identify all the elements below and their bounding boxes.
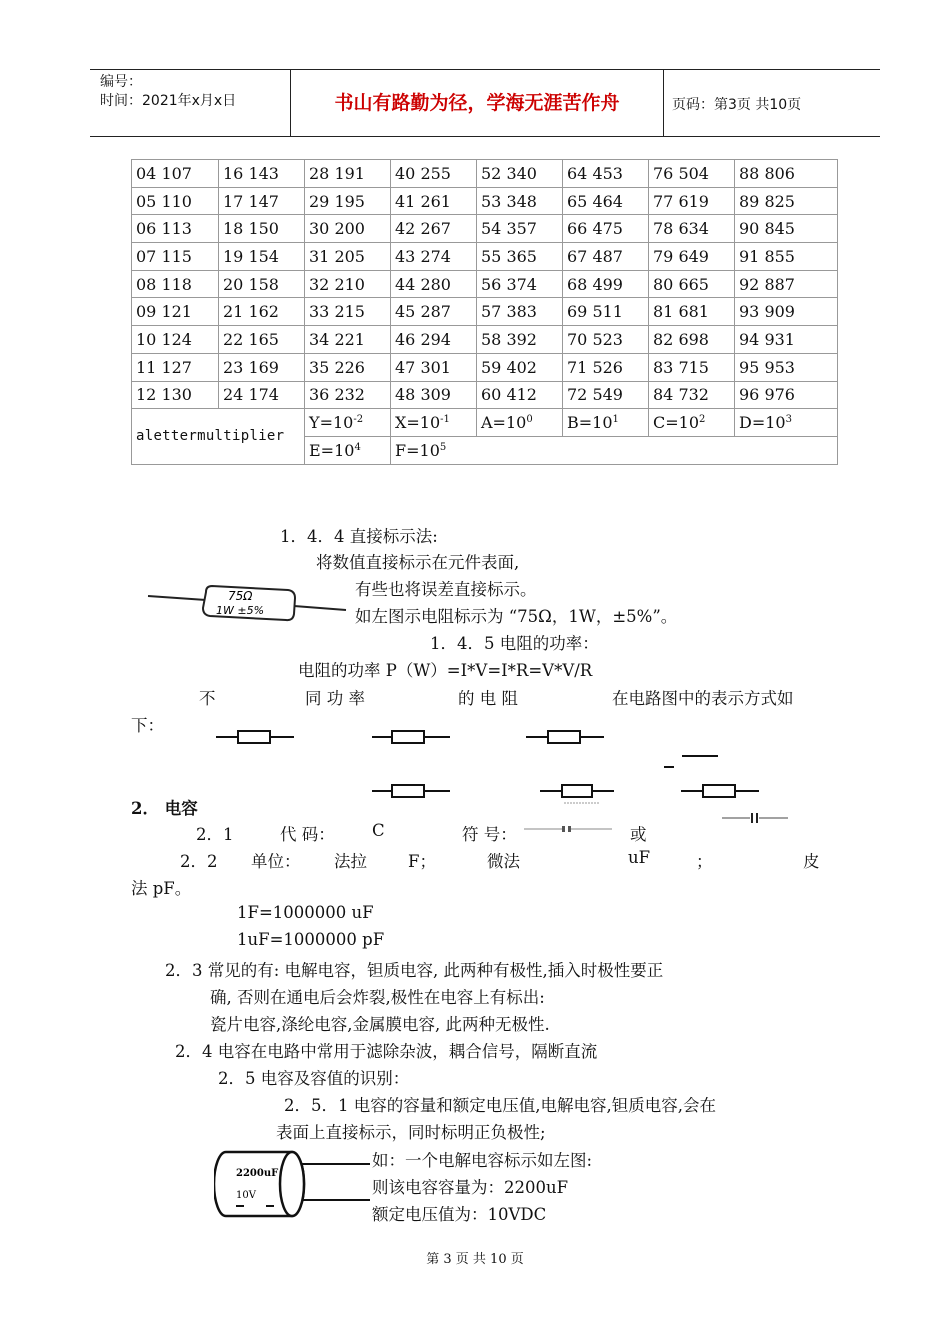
- s22-cont: 法 pF。: [131, 879, 192, 898]
- multiplier-cell: $C=10^2$: [649, 409, 735, 437]
- polarized-capacitor-symbol-icon: [722, 811, 788, 825]
- resistor-symbol-icon: [526, 727, 604, 747]
- s21-symbol-label: 符 号：: [462, 825, 517, 844]
- code-cell: 35 226: [305, 353, 391, 381]
- code-cell: 54 357: [477, 215, 563, 243]
- capacitor-capacity-marking: 2200uF: [236, 1168, 279, 1179]
- page-footer: 第 3 页 共 10 页: [426, 1252, 524, 1267]
- resistor-marking-value: 75Ω: [228, 589, 253, 603]
- multiplier-cell: $X=10^{-1}$: [391, 409, 477, 437]
- code-cell: 40 255: [391, 160, 477, 188]
- code-cell: 29 195: [305, 187, 391, 215]
- s22-microfarad: 微法: [487, 852, 520, 871]
- table-row: [132, 409, 838, 437]
- s21-code-value: C: [372, 821, 385, 840]
- table-row: [132, 243, 838, 271]
- header-divider-left: [290, 69, 291, 137]
- code-cell: 04 107: [132, 160, 219, 188]
- code-cell: 81 681: [649, 298, 735, 326]
- code-cell: 08 118: [132, 270, 219, 298]
- resistor-symbol-icon: [216, 727, 294, 747]
- header-motto: 书山有路勤为径，学海无涯苦作舟: [334, 92, 620, 114]
- code-cell: 84 732: [649, 381, 735, 409]
- table-row: [132, 187, 838, 215]
- s21-num: 2．1: [196, 825, 234, 844]
- code-cell: 83 715: [649, 353, 735, 381]
- s25: 2．5 电容及容值的识别：: [218, 1069, 410, 1088]
- resistor-symbol-icon: [372, 727, 450, 747]
- code-cell: 28 191: [305, 160, 391, 188]
- table-row: [132, 353, 838, 381]
- resistor-symbol-icon: [540, 781, 614, 807]
- table-row: [132, 270, 838, 298]
- code-cell: 53 348: [477, 187, 563, 215]
- sec-144-line3: 如左图示电阻标示为 “75Ω，1W，±5%”。: [355, 607, 678, 626]
- eq-2: 1uF=1000000 pF: [237, 930, 385, 949]
- power-desc-end: 下：: [131, 716, 164, 735]
- multiplier-cell: $B=10^1$: [563, 409, 649, 437]
- code-cell: 19 154: [219, 243, 305, 271]
- header-bottom-rule: [90, 136, 880, 137]
- code-cell: 60 412: [477, 381, 563, 409]
- code-cell: 79 649: [649, 243, 735, 271]
- resistor-symbol-fragment-icon: [664, 752, 724, 772]
- code-cell: 45 287: [391, 298, 477, 326]
- code-cell: 43 274: [391, 243, 477, 271]
- code-cell: 92 887: [735, 270, 838, 298]
- code-cell: 24 174: [219, 381, 305, 409]
- capacitor-symbol-icon: [524, 822, 612, 836]
- code-cell: 12 130: [132, 381, 219, 409]
- multiplier-cell: $D=10^3$: [735, 409, 838, 437]
- code-cell: 05 110: [132, 187, 219, 215]
- code-cell: 10 124: [132, 326, 219, 354]
- table-row: [132, 326, 838, 354]
- code-cell: 68 499: [563, 270, 649, 298]
- s251-line1: 2．5．1 电容的容量和额定电压值,电解电容,钽质电容,会在: [284, 1096, 716, 1115]
- s23-line2: 确, 否则在通电后会炸裂,极性在电容上有标出:: [210, 988, 545, 1007]
- electrolytic-capacitor-image: [214, 1148, 372, 1220]
- header-page-info: 页码：第3页 共10页: [672, 97, 802, 113]
- code-cell: 07 115: [132, 243, 219, 271]
- code-cell: 90 845: [735, 215, 838, 243]
- code-cell: 95 953: [735, 353, 838, 381]
- code-table-body: [132, 160, 838, 409]
- code-cell: 47 301: [391, 353, 477, 381]
- code-cell: 94 931: [735, 326, 838, 354]
- sec-144-heading: 1．4．4 直接标示法:: [280, 527, 438, 546]
- serial-label: 编号：: [100, 74, 142, 90]
- code-cell: 46 294: [391, 326, 477, 354]
- table-row: [132, 160, 838, 188]
- code-cell: 11 127: [132, 353, 219, 381]
- code-cell: 18 150: [219, 215, 305, 243]
- code-cell: 91 855: [735, 243, 838, 271]
- multiplier-cell: $F=10^5$: [391, 436, 838, 464]
- time-label: 时间：2021年x月x日: [100, 93, 237, 109]
- code-cell: 56 374: [477, 270, 563, 298]
- s21-or: 或: [630, 825, 647, 844]
- code-cell: 06 113: [132, 215, 219, 243]
- code-cell: 80 665: [649, 270, 735, 298]
- table-row: [132, 215, 838, 243]
- sec-2-title: 2． 电容: [131, 799, 198, 818]
- s22-f: F；: [408, 852, 436, 871]
- code-cell: 31 205: [305, 243, 391, 271]
- code-cell: 69 511: [563, 298, 649, 326]
- code-cell: 09 121: [132, 298, 219, 326]
- resistor-symbol-icon: [372, 781, 450, 801]
- resistor-symbol-icon: [681, 781, 759, 801]
- s23-line3: 瓷片电容,涤纶电容,金属膜电容, 此两种无极性.: [210, 1015, 550, 1034]
- sec-144-line2: 有些也将误差直接标示。: [355, 580, 537, 599]
- sec-145-heading: 1．4．5 电阻的功率：: [430, 634, 599, 653]
- code-cell: 88 806: [735, 160, 838, 188]
- s251-line2: 表面上直接标示，同时标明正负极性;: [276, 1123, 546, 1142]
- code-cell: 89 825: [735, 187, 838, 215]
- code-cell: 96 976: [735, 381, 838, 409]
- code-cell: 64 453: [563, 160, 649, 188]
- s22-pi: 皮: [803, 852, 820, 871]
- code-cell: 72 549: [563, 381, 649, 409]
- example-line3: 额定电压值为：10VDC: [372, 1205, 547, 1224]
- code-cell: 57 383: [477, 298, 563, 326]
- resistor-code-table: [131, 159, 838, 465]
- s21-code-label: 代 码：: [280, 825, 335, 844]
- power-desc-4: 在电路图中的表示方式如: [612, 689, 794, 708]
- code-cell: 65 464: [563, 187, 649, 215]
- capacitor-voltage-marking: 10V: [236, 1190, 256, 1201]
- code-cell: 32 210: [305, 270, 391, 298]
- resistor-marking-rating: 1W ±5%: [216, 604, 265, 617]
- code-cell: 22 165: [219, 326, 305, 354]
- code-cell: 82 698: [649, 326, 735, 354]
- multiplier-cell: $A=10^0$: [477, 409, 563, 437]
- power-formula: 电阻的功率 P（W）=I*V=I*R=V*V/R: [298, 661, 593, 680]
- code-cell: 44 280: [391, 270, 477, 298]
- code-cell: 16 143: [219, 160, 305, 188]
- s24: 2．4 电容在电路中常用于滤除杂波，耦合信号，隔断直流: [175, 1042, 598, 1061]
- s22-farad: 法拉: [334, 852, 367, 871]
- code-cell: 52 340: [477, 160, 563, 188]
- code-cell: 30 200: [305, 215, 391, 243]
- s22-uf: uF: [628, 848, 651, 867]
- s22-semicolon: ；: [696, 852, 713, 871]
- multiplier-cell: $Y=10^{-2}$: [305, 409, 391, 437]
- multiplier-cell: $E=10^4$: [305, 436, 391, 464]
- code-cell: 59 402: [477, 353, 563, 381]
- handwritten-resistor-image: [146, 580, 348, 628]
- code-cell: 17 147: [219, 187, 305, 215]
- code-cell: 42 267: [391, 215, 477, 243]
- code-cell: 48 309: [391, 381, 477, 409]
- code-cell: 67 487: [563, 243, 649, 271]
- code-cell: 58 392: [477, 326, 563, 354]
- code-cell: 33 215: [305, 298, 391, 326]
- s22-num: 2．2: [180, 852, 218, 871]
- example-line2: 则该电容容量为：2200uF: [372, 1178, 569, 1197]
- header-meta: [100, 73, 236, 111]
- s23-line1: 2．3 常见的有: 电解电容，钽质电容, 此两种有极性,插入时极性要正: [165, 961, 664, 980]
- header-top-rule: [90, 69, 880, 70]
- code-cell: 55 365: [477, 243, 563, 271]
- sec-144-line1: 将数值直接标示在元件表面,: [316, 553, 520, 572]
- code-cell: 71 526: [563, 353, 649, 381]
- code-cell: 93 909: [735, 298, 838, 326]
- power-desc-1: 不: [199, 689, 216, 708]
- code-cell: 77 619: [649, 187, 735, 215]
- example-line1: 如：一个电解电容标示如左图:: [372, 1151, 593, 1170]
- code-cell: 76 504: [649, 160, 735, 188]
- table-row: [132, 381, 838, 409]
- code-cell: 66 475: [563, 215, 649, 243]
- s22-unit-label: 单位：: [251, 852, 301, 871]
- code-cell: 21 162: [219, 298, 305, 326]
- code-cell: 34 221: [305, 326, 391, 354]
- code-cell: 70 523: [563, 326, 649, 354]
- eq-1: 1F=1000000 uF: [237, 903, 374, 922]
- code-cell: 20 158: [219, 270, 305, 298]
- code-cell: 36 232: [305, 381, 391, 409]
- code-cell: 23 169: [219, 353, 305, 381]
- power-desc-3: 的 电 阻: [458, 689, 518, 708]
- multiplier-rows: [132, 409, 838, 464]
- code-cell: 41 261: [391, 187, 477, 215]
- multiplier-label: alettermultiplier: [132, 409, 305, 464]
- table-row: [132, 298, 838, 326]
- code-cell: 78 634: [649, 215, 735, 243]
- power-desc-2: 同 功 率: [305, 689, 365, 708]
- header-divider-right: [663, 69, 664, 137]
